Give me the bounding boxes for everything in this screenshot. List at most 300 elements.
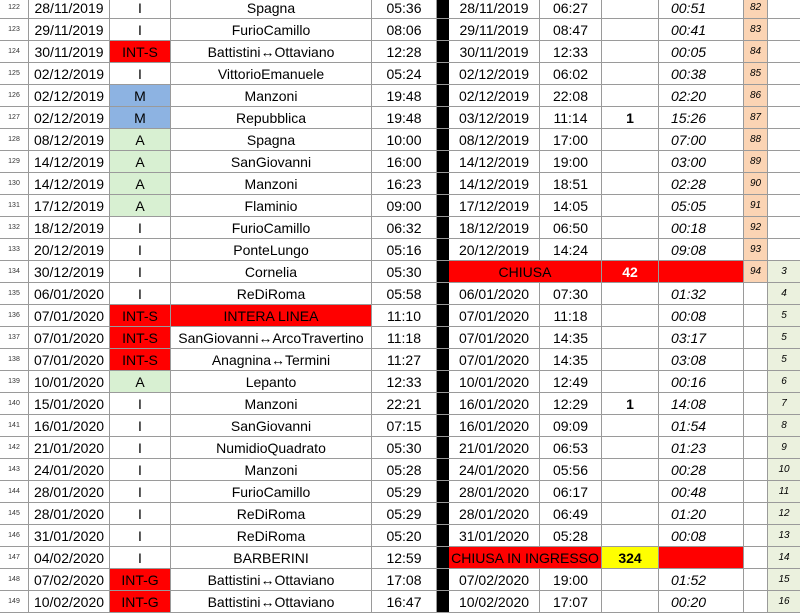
station-cell[interactable]: FurioCamillo (171, 217, 372, 239)
end-time-cell[interactable]: 17:07 (540, 591, 602, 613)
duration-cell[interactable]: 00:38 (659, 63, 744, 85)
duration-cell[interactable]: 00:08 (659, 525, 744, 547)
row-number[interactable]: 123 (0, 19, 29, 41)
start-date-cell[interactable]: 14/12/2019 (29, 151, 110, 173)
end-date-cell[interactable]: 03/12/2019 (449, 107, 540, 129)
duration-cell[interactable]: 01:20 (659, 503, 744, 525)
row-number[interactable]: 131 (0, 195, 29, 217)
start-time-cell[interactable]: 05:30 (372, 437, 437, 459)
type-cell[interactable]: INT-G (110, 591, 171, 613)
duration-cell[interactable]: 00:18 (659, 217, 744, 239)
end-date-cell[interactable]: 24/01/2020 (449, 459, 540, 481)
counter-b-cell[interactable] (768, 195, 800, 217)
closed-fill-cell[interactable] (659, 547, 744, 569)
station-cell[interactable]: Manzoni (171, 459, 372, 481)
row-number[interactable]: 143 (0, 459, 29, 481)
counter-a-cell[interactable]: 82 (744, 0, 768, 19)
end-time-cell[interactable]: 11:14 (540, 107, 602, 129)
start-time-cell[interactable]: 16:23 (372, 173, 437, 195)
start-date-cell[interactable]: 07/01/2020 (29, 305, 110, 327)
count-cell[interactable] (602, 195, 659, 217)
station-cell[interactable]: SanGiovanni (171, 151, 372, 173)
duration-cell[interactable]: 00:20 (659, 591, 744, 613)
end-date-cell[interactable]: 08/12/2019 (449, 129, 540, 151)
row-number[interactable]: 144 (0, 481, 29, 503)
duration-cell[interactable]: 09:08 (659, 239, 744, 261)
end-time-cell[interactable]: 14:35 (540, 349, 602, 371)
row-number[interactable]: 135 (0, 283, 29, 305)
counter-a-cell[interactable] (744, 305, 768, 327)
row-number[interactable]: 129 (0, 151, 29, 173)
station-cell[interactable]: Battistini↔Ottaviano (171, 569, 372, 591)
type-cell[interactable]: A (110, 151, 171, 173)
row-number[interactable]: 132 (0, 217, 29, 239)
counter-b-cell[interactable] (768, 239, 800, 261)
end-time-cell[interactable]: 19:00 (540, 151, 602, 173)
closed-fill-cell[interactable] (659, 261, 744, 283)
end-time-cell[interactable]: 09:09 (540, 415, 602, 437)
type-cell[interactable]: I (110, 0, 171, 19)
counter-a-cell[interactable]: 92 (744, 217, 768, 239)
counter-b-cell[interactable]: 12 (768, 503, 800, 525)
start-time-cell[interactable]: 06:32 (372, 217, 437, 239)
end-date-cell[interactable]: 14/12/2019 (449, 151, 540, 173)
count-cell[interactable]: 42 (602, 261, 659, 283)
start-time-cell[interactable]: 11:10 (372, 305, 437, 327)
end-date-cell[interactable]: 10/02/2020 (449, 591, 540, 613)
counter-b-cell[interactable]: 11 (768, 481, 800, 503)
type-cell[interactable]: I (110, 217, 171, 239)
closed-status-cell[interactable]: CHIUSA IN INGRESSO (449, 547, 602, 569)
counter-b-cell[interactable] (768, 41, 800, 63)
type-cell[interactable]: I (110, 239, 171, 261)
start-time-cell[interactable]: 12:28 (372, 41, 437, 63)
station-cell[interactable]: ReDiRoma (171, 525, 372, 547)
counter-a-cell[interactable]: 84 (744, 41, 768, 63)
end-date-cell[interactable]: 14/12/2019 (449, 173, 540, 195)
counter-a-cell[interactable] (744, 437, 768, 459)
duration-cell[interactable]: 03:00 (659, 151, 744, 173)
duration-cell[interactable]: 02:28 (659, 173, 744, 195)
row-number[interactable]: 133 (0, 239, 29, 261)
station-cell[interactable]: PonteLungo (171, 239, 372, 261)
end-date-cell[interactable]: 20/12/2019 (449, 239, 540, 261)
end-date-cell[interactable]: 21/01/2020 (449, 437, 540, 459)
count-cell[interactable]: 324 (602, 547, 659, 569)
start-date-cell[interactable]: 07/01/2020 (29, 327, 110, 349)
closed-status-cell[interactable]: CHIUSA (449, 261, 602, 283)
end-date-cell[interactable]: 07/01/2020 (449, 327, 540, 349)
type-cell[interactable]: I (110, 525, 171, 547)
type-cell[interactable]: A (110, 195, 171, 217)
end-time-cell[interactable]: 12:33 (540, 41, 602, 63)
count-cell[interactable] (602, 283, 659, 305)
count-cell[interactable] (602, 503, 659, 525)
end-time-cell[interactable]: 05:56 (540, 459, 602, 481)
start-date-cell[interactable]: 07/01/2020 (29, 349, 110, 371)
start-time-cell[interactable]: 05:28 (372, 459, 437, 481)
count-cell[interactable] (602, 591, 659, 613)
counter-b-cell[interactable] (768, 129, 800, 151)
count-cell[interactable] (602, 327, 659, 349)
start-time-cell[interactable]: 05:30 (372, 261, 437, 283)
station-cell[interactable]: BARBERINI (171, 547, 372, 569)
start-date-cell[interactable]: 06/01/2020 (29, 283, 110, 305)
station-cell[interactable]: ReDiRoma (171, 503, 372, 525)
count-cell[interactable] (602, 85, 659, 107)
start-time-cell[interactable]: 12:59 (372, 547, 437, 569)
start-time-cell[interactable]: 05:29 (372, 481, 437, 503)
count-cell[interactable] (602, 173, 659, 195)
end-date-cell[interactable]: 02/12/2019 (449, 63, 540, 85)
counter-b-cell[interactable] (768, 85, 800, 107)
counter-a-cell[interactable]: 89 (744, 151, 768, 173)
counter-a-cell[interactable]: 86 (744, 85, 768, 107)
row-number[interactable]: 126 (0, 85, 29, 107)
station-cell[interactable]: SanGiovanni↔ArcoTravertino (171, 327, 372, 349)
start-date-cell[interactable]: 28/11/2019 (29, 0, 110, 19)
duration-cell[interactable]: 00:16 (659, 371, 744, 393)
counter-a-cell[interactable] (744, 547, 768, 569)
station-cell[interactable]: Manzoni (171, 173, 372, 195)
end-time-cell[interactable]: 14:24 (540, 239, 602, 261)
station-cell[interactable]: FurioCamillo (171, 481, 372, 503)
type-cell[interactable]: I (110, 547, 171, 569)
duration-cell[interactable]: 01:23 (659, 437, 744, 459)
duration-cell[interactable]: 01:54 (659, 415, 744, 437)
station-cell[interactable]: Lepanto (171, 371, 372, 393)
count-cell[interactable] (602, 129, 659, 151)
end-date-cell[interactable]: 07/02/2020 (449, 569, 540, 591)
end-date-cell[interactable]: 07/01/2020 (449, 349, 540, 371)
start-time-cell[interactable]: 11:18 (372, 327, 437, 349)
duration-cell[interactable]: 03:17 (659, 327, 744, 349)
type-cell[interactable]: I (110, 503, 171, 525)
station-cell[interactable]: Spagna (171, 0, 372, 19)
end-date-cell[interactable]: 31/01/2020 (449, 525, 540, 547)
end-date-cell[interactable]: 07/01/2020 (449, 305, 540, 327)
start-date-cell[interactable]: 15/01/2020 (29, 393, 110, 415)
end-date-cell[interactable]: 30/11/2019 (449, 41, 540, 63)
station-cell[interactable]: VittorioEmanuele (171, 63, 372, 85)
duration-cell[interactable]: 15:26 (659, 107, 744, 129)
row-number[interactable]: 127 (0, 107, 29, 129)
counter-b-cell[interactable] (768, 63, 800, 85)
count-cell[interactable] (602, 371, 659, 393)
end-date-cell[interactable]: 28/11/2019 (449, 0, 540, 19)
counter-a-cell[interactable] (744, 569, 768, 591)
start-date-cell[interactable]: 28/01/2020 (29, 503, 110, 525)
type-cell[interactable]: I (110, 481, 171, 503)
station-cell[interactable]: INTERA LINEA (171, 305, 372, 327)
count-cell[interactable] (602, 239, 659, 261)
start-time-cell[interactable]: 05:58 (372, 283, 437, 305)
end-time-cell[interactable]: 06:50 (540, 217, 602, 239)
count-cell[interactable]: 1 (602, 393, 659, 415)
station-cell[interactable]: Cornelia (171, 261, 372, 283)
row-number[interactable]: 140 (0, 393, 29, 415)
start-date-cell[interactable]: 08/12/2019 (29, 129, 110, 151)
counter-b-cell[interactable]: 15 (768, 569, 800, 591)
station-cell[interactable]: Flaminio (171, 195, 372, 217)
type-cell[interactable]: M (110, 107, 171, 129)
duration-cell[interactable]: 00:51 (659, 0, 744, 19)
station-cell[interactable]: Battistini↔Ottaviano (171, 591, 372, 613)
end-time-cell[interactable]: 08:47 (540, 19, 602, 41)
station-cell[interactable]: Battistini↔Ottaviano (171, 41, 372, 63)
counter-a-cell[interactable] (744, 591, 768, 613)
start-date-cell[interactable]: 28/01/2020 (29, 481, 110, 503)
start-date-cell[interactable]: 02/12/2019 (29, 107, 110, 129)
counter-b-cell[interactable]: 9 (768, 437, 800, 459)
counter-b-cell[interactable] (768, 0, 800, 19)
start-time-cell[interactable]: 19:48 (372, 107, 437, 129)
start-date-cell[interactable]: 18/12/2019 (29, 217, 110, 239)
end-date-cell[interactable]: 18/12/2019 (449, 217, 540, 239)
start-date-cell[interactable]: 07/02/2020 (29, 569, 110, 591)
type-cell[interactable]: I (110, 63, 171, 85)
end-time-cell[interactable]: 14:05 (540, 195, 602, 217)
type-cell[interactable]: INT-S (110, 305, 171, 327)
station-cell[interactable]: SanGiovanni (171, 415, 372, 437)
end-time-cell[interactable]: 22:08 (540, 85, 602, 107)
counter-a-cell[interactable] (744, 283, 768, 305)
count-cell[interactable] (602, 217, 659, 239)
duration-cell[interactable]: 01:52 (659, 569, 744, 591)
type-cell[interactable]: INT-G (110, 569, 171, 591)
start-date-cell[interactable]: 16/01/2020 (29, 415, 110, 437)
end-time-cell[interactable]: 06:49 (540, 503, 602, 525)
start-date-cell[interactable]: 20/12/2019 (29, 239, 110, 261)
counter-b-cell[interactable]: 4 (768, 283, 800, 305)
start-time-cell[interactable]: 17:08 (372, 569, 437, 591)
row-number[interactable]: 139 (0, 371, 29, 393)
duration-cell[interactable]: 00:05 (659, 41, 744, 63)
counter-b-cell[interactable] (768, 107, 800, 129)
end-time-cell[interactable]: 19:00 (540, 569, 602, 591)
counter-b-cell[interactable]: 5 (768, 305, 800, 327)
duration-cell[interactable]: 07:00 (659, 129, 744, 151)
end-date-cell[interactable]: 02/12/2019 (449, 85, 540, 107)
duration-cell[interactable]: 14:08 (659, 393, 744, 415)
start-date-cell[interactable]: 02/12/2019 (29, 85, 110, 107)
counter-b-cell[interactable]: 8 (768, 415, 800, 437)
type-cell[interactable]: I (110, 261, 171, 283)
type-cell[interactable]: M (110, 85, 171, 107)
end-time-cell[interactable]: 06:27 (540, 0, 602, 19)
row-number[interactable]: 125 (0, 63, 29, 85)
station-cell[interactable]: Repubblica (171, 107, 372, 129)
counter-b-cell[interactable] (768, 19, 800, 41)
start-date-cell[interactable]: 31/01/2020 (29, 525, 110, 547)
counter-a-cell[interactable]: 90 (744, 173, 768, 195)
duration-cell[interactable]: 00:28 (659, 459, 744, 481)
start-time-cell[interactable]: 22:21 (372, 393, 437, 415)
count-cell[interactable] (602, 525, 659, 547)
end-time-cell[interactable]: 06:53 (540, 437, 602, 459)
count-cell[interactable] (602, 415, 659, 437)
counter-a-cell[interactable] (744, 503, 768, 525)
start-date-cell[interactable]: 17/12/2019 (29, 195, 110, 217)
station-cell[interactable]: NumidioQuadrato (171, 437, 372, 459)
end-date-cell[interactable]: 16/01/2020 (449, 415, 540, 437)
start-date-cell[interactable]: 30/12/2019 (29, 261, 110, 283)
count-cell[interactable] (602, 305, 659, 327)
counter-b-cell[interactable] (768, 217, 800, 239)
row-number[interactable]: 147 (0, 547, 29, 569)
type-cell[interactable]: I (110, 415, 171, 437)
count-cell[interactable] (602, 437, 659, 459)
counter-b-cell[interactable]: 7 (768, 393, 800, 415)
start-time-cell[interactable]: 12:33 (372, 371, 437, 393)
end-date-cell[interactable]: 16/01/2020 (449, 393, 540, 415)
end-time-cell[interactable]: 12:29 (540, 393, 602, 415)
type-cell[interactable]: I (110, 393, 171, 415)
counter-b-cell[interactable]: 5 (768, 349, 800, 371)
end-date-cell[interactable]: 28/01/2020 (449, 503, 540, 525)
start-time-cell[interactable]: 10:00 (372, 129, 437, 151)
end-time-cell[interactable]: 12:49 (540, 371, 602, 393)
row-number[interactable]: 137 (0, 327, 29, 349)
end-time-cell[interactable]: 05:28 (540, 525, 602, 547)
counter-a-cell[interactable]: 91 (744, 195, 768, 217)
type-cell[interactable]: A (110, 371, 171, 393)
counter-a-cell[interactable] (744, 371, 768, 393)
counter-b-cell[interactable]: 16 (768, 591, 800, 613)
counter-b-cell[interactable]: 3 (768, 261, 800, 283)
start-date-cell[interactable]: 04/02/2020 (29, 547, 110, 569)
start-time-cell[interactable]: 05:16 (372, 239, 437, 261)
counter-b-cell[interactable]: 5 (768, 327, 800, 349)
start-time-cell[interactable]: 16:00 (372, 151, 437, 173)
duration-cell[interactable]: 03:08 (659, 349, 744, 371)
end-date-cell[interactable]: 28/01/2020 (449, 481, 540, 503)
type-cell[interactable]: I (110, 283, 171, 305)
duration-cell[interactable]: 00:48 (659, 481, 744, 503)
station-cell[interactable]: Spagna (171, 129, 372, 151)
row-number[interactable]: 134 (0, 261, 29, 283)
duration-cell[interactable]: 05:05 (659, 195, 744, 217)
station-cell[interactable]: Manzoni (171, 85, 372, 107)
type-cell[interactable]: INT-S (110, 349, 171, 371)
station-cell[interactable]: FurioCamillo (171, 19, 372, 41)
start-date-cell[interactable]: 30/11/2019 (29, 41, 110, 63)
start-time-cell[interactable]: 05:20 (372, 525, 437, 547)
duration-cell[interactable]: 01:32 (659, 283, 744, 305)
end-date-cell[interactable]: 17/12/2019 (449, 195, 540, 217)
count-cell[interactable] (602, 459, 659, 481)
row-number[interactable]: 146 (0, 525, 29, 547)
count-cell[interactable] (602, 19, 659, 41)
row-number[interactable]: 149 (0, 591, 29, 613)
counter-b-cell[interactable]: 14 (768, 547, 800, 569)
counter-a-cell[interactable]: 83 (744, 19, 768, 41)
start-time-cell[interactable]: 11:27 (372, 349, 437, 371)
counter-a-cell[interactable] (744, 481, 768, 503)
count-cell[interactable] (602, 41, 659, 63)
station-cell[interactable]: Anagnina↔Termini (171, 349, 372, 371)
counter-b-cell[interactable]: 10 (768, 459, 800, 481)
end-date-cell[interactable]: 06/01/2020 (449, 283, 540, 305)
start-time-cell[interactable]: 05:24 (372, 63, 437, 85)
row-number[interactable]: 145 (0, 503, 29, 525)
type-cell[interactable]: I (110, 19, 171, 41)
start-date-cell[interactable]: 10/02/2020 (29, 591, 110, 613)
row-number[interactable]: 142 (0, 437, 29, 459)
counter-a-cell[interactable]: 88 (744, 129, 768, 151)
station-cell[interactable]: Manzoni (171, 393, 372, 415)
start-time-cell[interactable]: 19:48 (372, 85, 437, 107)
row-number[interactable]: 124 (0, 41, 29, 63)
start-date-cell[interactable]: 02/12/2019 (29, 63, 110, 85)
count-cell[interactable] (602, 569, 659, 591)
counter-b-cell[interactable] (768, 173, 800, 195)
row-number[interactable]: 136 (0, 305, 29, 327)
row-number[interactable]: 128 (0, 129, 29, 151)
type-cell[interactable]: INT-S (110, 41, 171, 63)
count-cell[interactable] (602, 0, 659, 19)
counter-a-cell[interactable]: 87 (744, 107, 768, 129)
end-time-cell[interactable]: 06:17 (540, 481, 602, 503)
count-cell[interactable] (602, 151, 659, 173)
counter-a-cell[interactable]: 94 (744, 261, 768, 283)
end-date-cell[interactable]: 29/11/2019 (449, 19, 540, 41)
duration-cell[interactable]: 00:08 (659, 305, 744, 327)
counter-a-cell[interactable]: 93 (744, 239, 768, 261)
type-cell[interactable]: INT-S (110, 327, 171, 349)
counter-a-cell[interactable] (744, 525, 768, 547)
start-time-cell[interactable]: 05:36 (372, 0, 437, 19)
count-cell[interactable]: 1 (602, 107, 659, 129)
counter-a-cell[interactable] (744, 459, 768, 481)
row-number[interactable]: 141 (0, 415, 29, 437)
counter-a-cell[interactable] (744, 327, 768, 349)
station-cell[interactable]: ReDiRoma (171, 283, 372, 305)
start-time-cell[interactable]: 07:15 (372, 415, 437, 437)
start-date-cell[interactable]: 24/01/2020 (29, 459, 110, 481)
type-cell[interactable]: I (110, 437, 171, 459)
counter-a-cell[interactable] (744, 349, 768, 371)
counter-a-cell[interactable]: 85 (744, 63, 768, 85)
start-date-cell[interactable]: 14/12/2019 (29, 173, 110, 195)
counter-b-cell[interactable]: 6 (768, 371, 800, 393)
start-date-cell[interactable]: 21/01/2020 (29, 437, 110, 459)
row-number[interactable]: 138 (0, 349, 29, 371)
row-number[interactable]: 148 (0, 569, 29, 591)
duration-cell[interactable]: 00:41 (659, 19, 744, 41)
counter-b-cell[interactable] (768, 151, 800, 173)
start-date-cell[interactable]: 10/01/2020 (29, 371, 110, 393)
duration-cell[interactable]: 02:20 (659, 85, 744, 107)
end-time-cell[interactable]: 18:51 (540, 173, 602, 195)
end-time-cell[interactable]: 06:02 (540, 63, 602, 85)
type-cell[interactable]: A (110, 173, 171, 195)
start-time-cell[interactable]: 05:29 (372, 503, 437, 525)
type-cell[interactable]: A (110, 129, 171, 151)
end-time-cell[interactable]: 07:30 (540, 283, 602, 305)
start-time-cell[interactable]: 16:47 (372, 591, 437, 613)
end-date-cell[interactable]: 10/01/2020 (449, 371, 540, 393)
start-time-cell[interactable]: 08:06 (372, 19, 437, 41)
type-cell[interactable]: I (110, 459, 171, 481)
counter-b-cell[interactable]: 13 (768, 525, 800, 547)
count-cell[interactable] (602, 349, 659, 371)
row-number[interactable]: 130 (0, 173, 29, 195)
count-cell[interactable] (602, 63, 659, 85)
end-time-cell[interactable]: 14:35 (540, 327, 602, 349)
counter-a-cell[interactable] (744, 415, 768, 437)
end-time-cell[interactable]: 11:18 (540, 305, 602, 327)
